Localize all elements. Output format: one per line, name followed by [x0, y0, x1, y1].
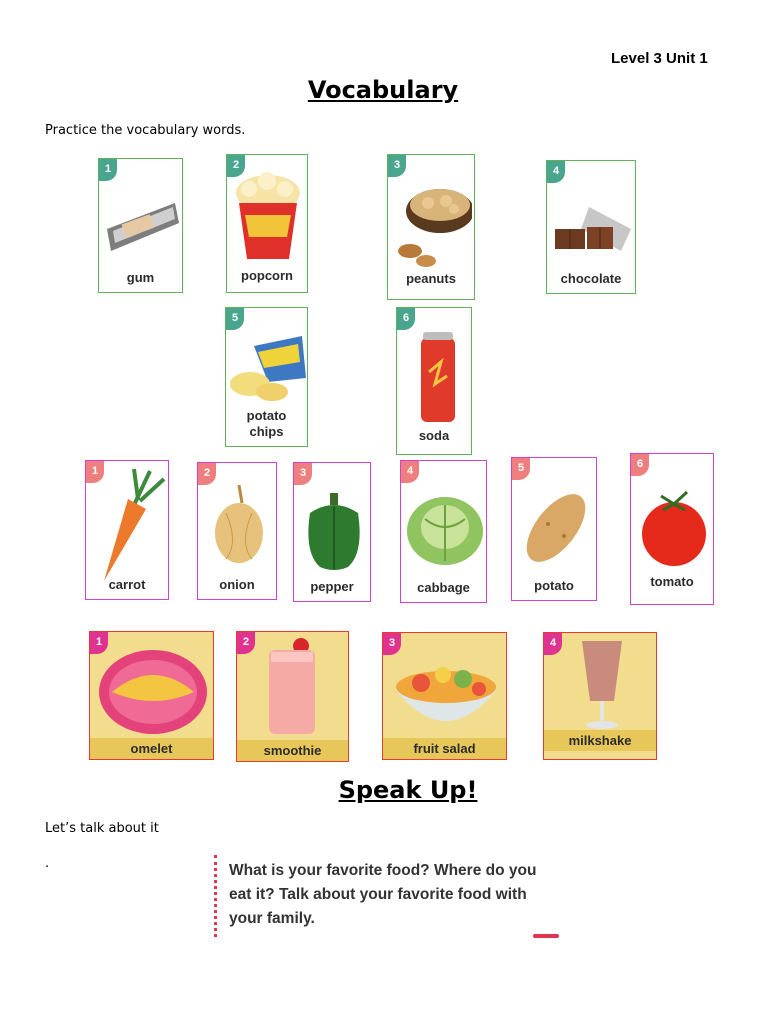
card-label: smoothie [237, 740, 348, 761]
smoothie-icon [263, 636, 323, 736]
milkshake-icon [578, 635, 626, 731]
vocab-card-onion [197, 462, 277, 600]
vocab-card-pepper [293, 462, 371, 602]
card-label: gum [126, 270, 155, 285]
omelet-icon [96, 640, 210, 738]
card-number: 2 [227, 155, 245, 177]
card-number: 3 [383, 633, 401, 655]
card-number: 4 [547, 161, 565, 183]
vocab-card-tomato [630, 453, 714, 605]
peanuts-icon [396, 181, 472, 271]
card-label: pepper [310, 579, 354, 594]
speak-up-title: Speak Up! [338, 776, 478, 804]
card-label: omelet [90, 738, 213, 759]
pepper-icon [304, 493, 364, 571]
card-number: 1 [99, 159, 117, 181]
vocab-card-milkshake [543, 632, 657, 760]
vocabulary-title: Vocabulary [307, 76, 459, 104]
card-label: tomato [650, 574, 694, 589]
card-label: potato chips [246, 408, 287, 439]
card-label: potato [534, 578, 574, 593]
card-number: 6 [397, 308, 415, 330]
cabbage-icon [405, 495, 485, 567]
card-number: 5 [512, 458, 530, 480]
vocab-card-potato [511, 457, 597, 601]
vocab-card-omelet [89, 631, 214, 760]
vocab-card-potato-chips [225, 307, 308, 447]
vocabulary-instruction: Practice the vocabulary words. [45, 123, 246, 138]
card-label: onion [219, 577, 255, 592]
level-label: Level 3 Unit 1 [611, 50, 708, 67]
card-label: peanuts [406, 271, 456, 286]
vocab-card-fruit-salad [382, 632, 507, 760]
card-number: 4 [401, 461, 419, 483]
vocab-card-popcorn [226, 154, 308, 293]
soda-icon [419, 332, 457, 424]
card-label: cabbage [417, 580, 470, 595]
card-number: 3 [388, 155, 406, 177]
card-number: 4 [544, 633, 562, 655]
card-number: 6 [631, 454, 649, 476]
card-number: 5 [226, 308, 244, 330]
card-label: fruit salad [383, 738, 506, 759]
popcorn-icon [233, 171, 303, 263]
card-label: milkshake [544, 730, 656, 751]
potato-chips-icon [228, 332, 308, 404]
vocab-card-soda [396, 307, 472, 455]
speak-up-instruction: Let’s talk about it [45, 821, 159, 836]
chocolate-icon [551, 199, 635, 263]
vocab-card-peanuts [387, 154, 475, 300]
vocab-card-cabbage [400, 460, 487, 603]
vocab-card-gum [98, 158, 183, 293]
onion-icon [212, 483, 266, 567]
fruit-salad-icon [391, 653, 501, 737]
potato-icon [518, 488, 594, 568]
card-label: soda [418, 428, 450, 443]
card-number: 2 [237, 632, 255, 654]
card-number: 1 [86, 461, 104, 483]
card-label: chocolate [560, 271, 622, 286]
prompt-accent-mark [533, 934, 559, 938]
card-label: carrot [108, 577, 146, 592]
tomato-icon [641, 488, 707, 568]
card-number: 3 [294, 463, 312, 485]
gum-icon [103, 189, 181, 259]
card-number: 2 [198, 463, 216, 485]
carrot-icon [94, 465, 169, 583]
discussion-prompt: What is your favorite food? Where do you eat it? Talk about your favorite food with your family. [214, 855, 559, 937]
vocab-card-smoothie [236, 631, 349, 762]
vocab-card-chocolate [546, 160, 636, 294]
stray-dot: . [45, 856, 50, 871]
card-number: 1 [90, 632, 108, 654]
vocab-card-carrot [85, 460, 169, 600]
card-label: popcorn [241, 268, 293, 283]
